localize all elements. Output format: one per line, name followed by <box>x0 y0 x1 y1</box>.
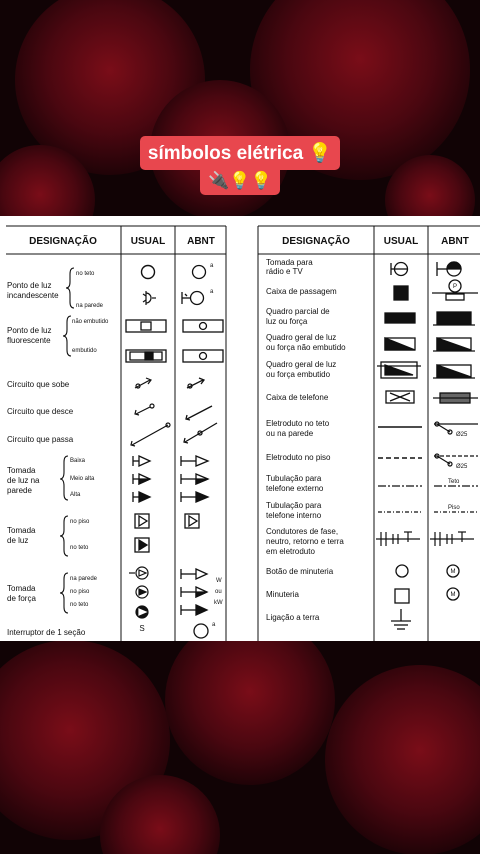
abnt-telephone-box-icon <box>433 393 478 403</box>
telephone-box-icon <box>386 391 414 403</box>
tub-int-line2: telefone interno <box>266 511 322 520</box>
label-caixa-telefone: Caixa de telefone <box>266 393 329 402</box>
quadro-parcial-line2: luz ou força <box>266 317 308 326</box>
label-botao-minuteria: Botão de minuteria <box>266 567 334 576</box>
tub-int-line1: Tubulação para <box>266 501 322 510</box>
tomada-forca-opt3: no teto <box>70 602 89 608</box>
switch-s-label: S <box>139 624 145 633</box>
header-abnt-right: ABNT <box>441 236 469 247</box>
abnt-fluorescent-embedded-icon <box>183 350 223 362</box>
caption-title-text: símbolos elétrica <box>147 143 304 164</box>
tomada-parede-title1: Tomada <box>7 466 36 475</box>
incand-opt1: no teto <box>76 271 95 277</box>
fluorescent-embedded-icon <box>126 350 166 362</box>
abnt-m-label-2: M <box>450 592 456 598</box>
socket-low-icon <box>133 456 150 466</box>
timer-icon <box>395 589 409 603</box>
label-circuito-passa: Circuito que passa <box>7 435 74 444</box>
quadro-nao-emb-line1: Quadro geral de luz <box>266 333 337 342</box>
incandescent-wall-icon <box>143 291 156 305</box>
usual-symbols-right <box>376 263 422 630</box>
radio-line1: Tomada para <box>266 258 313 267</box>
fluor-title1: Ponto de luz <box>7 326 52 335</box>
incand-title2: incandescente <box>7 291 59 300</box>
general-panel-embedded-icon <box>377 362 421 378</box>
tomada-luz-opt1: no piso <box>70 519 90 525</box>
abnt-power-socket-wall-icon <box>181 569 207 579</box>
quadro-emb-line2: ou força embutido <box>266 370 331 379</box>
tomada-parede-opt3: Alta <box>70 492 81 498</box>
incand-title1: Ponto de luz <box>7 281 52 290</box>
phone-internal-piso: Piso <box>448 505 460 511</box>
label-minuteria: Minuteria <box>266 590 299 599</box>
label-interruptor: Interruptor de 1 seção <box>7 628 86 637</box>
radio-tv-socket-icon <box>391 263 408 276</box>
tomada-forca-opt1: na parede <box>70 576 98 582</box>
label-caixa-passagem: Caixa de passagem <box>266 287 337 296</box>
abnt-a-label-2: a <box>210 289 214 295</box>
tomada-forca-opt2: no piso <box>70 589 90 595</box>
abnt-conduit-ceiling-icon <box>434 422 478 438</box>
abnt-power-socket-ceiling-icon <box>181 605 207 615</box>
power-ou-label: ou <box>215 589 222 595</box>
light-bulb-icon: 💡 <box>308 143 333 164</box>
socket-ceiling-icon <box>135 538 149 552</box>
abnt-socket-mid-icon <box>181 474 208 484</box>
abnt-junction-box-icon <box>432 280 478 300</box>
conductors-icon <box>376 532 420 546</box>
tomada-parede-title2: de luz na <box>7 476 40 485</box>
header-designacao-right: DESIGNAÇÃO <box>282 236 350 247</box>
label-ligacao-terra: Ligação a terra <box>266 613 320 622</box>
tomada-forca-title1: Tomada <box>7 584 36 593</box>
abnt-a-label-1: a <box>210 263 214 269</box>
abnt-timer-button-icon <box>447 565 459 577</box>
caption-title <box>140 136 340 170</box>
tomada-parede-title3: parede <box>7 486 32 495</box>
power-kw-label: kW <box>214 600 223 606</box>
abnt-a-label-3: a <box>212 622 216 628</box>
tub-ext-line2: telefone externo <box>266 484 324 493</box>
phone-external-teto: Teto <box>448 479 460 485</box>
abnt-switch-icon <box>194 622 216 638</box>
circuit-passing-icon <box>131 423 170 446</box>
condutores-line1: Condutores de fase, <box>266 527 339 536</box>
abnt-p-label: P <box>452 284 458 290</box>
abnt-m-label-1: M <box>450 569 456 575</box>
header-usual-left: USUAL <box>130 236 166 247</box>
abnt-conductors-icon <box>430 532 474 546</box>
tomada-parede-opt1: Baixa <box>70 458 86 464</box>
abnt-socket-low-icon <box>181 456 208 466</box>
abnt-circuit-passing-icon <box>184 423 217 443</box>
abnt-partial-panel-icon <box>433 312 475 325</box>
power-socket-wall-icon <box>129 567 148 579</box>
abnt-symbols-right <box>430 262 478 600</box>
power-socket-ceiling-icon <box>136 606 148 618</box>
quadro-emb-line1: Quadro geral de luz <box>266 360 337 369</box>
eletro-teto-line1: Eletroduto no teto <box>266 419 330 428</box>
partial-panel-icon <box>385 313 415 323</box>
conduit-ceiling-diameter: Ø25 <box>456 432 468 438</box>
abnt-power-socket-floor-icon <box>181 587 207 597</box>
fluorescent-surface-icon <box>126 320 166 332</box>
conduit-floor-diameter: Ø25 <box>456 464 468 470</box>
circuit-up-icon <box>135 378 151 388</box>
usual-symbols-left <box>126 266 170 634</box>
socket-mid-icon <box>133 474 150 484</box>
abnt-phone-internal-icon <box>434 505 478 512</box>
symbols-sheet <box>0 216 480 641</box>
abnt-socket-floor-icon <box>185 514 199 528</box>
label-circuito-desce: Circuito que desce <box>7 407 74 416</box>
power-socket-floor-icon <box>136 586 148 598</box>
abnt-timer-icon <box>447 588 459 600</box>
tomada-forca-title2: de força <box>7 594 36 603</box>
abnt-general-panel-surface-icon <box>433 338 475 351</box>
symbols-table <box>0 216 480 641</box>
general-panel-surface-icon <box>385 338 415 350</box>
incandescent-ceiling-icon <box>142 266 155 279</box>
tomada-luz-opt2: no teto <box>70 545 89 551</box>
ground-icon <box>391 609 411 629</box>
quadro-parcial-line1: Quadro parcial de <box>266 307 330 316</box>
tomada-parede-opt2: Meio alta <box>70 476 95 482</box>
abnt-incandescent-ceiling-icon <box>193 263 215 279</box>
label-circuito-sobe: Circuito que sobe <box>7 380 70 389</box>
abnt-circuit-up-icon <box>187 378 204 388</box>
radio-line2: rádio e TV <box>266 267 303 276</box>
header-abnt-left: ABNT <box>187 236 215 247</box>
abnt-conduit-floor-icon <box>434 454 478 470</box>
fluor-opt1: não embutido <box>72 319 109 325</box>
header-designacao-left: DESIGNAÇÃO <box>29 236 97 247</box>
header-usual-right: USUAL <box>383 236 419 247</box>
abnt-phone-external-icon <box>434 479 478 486</box>
junction-box-icon <box>394 286 408 300</box>
abnt-incandescent-wall-icon <box>182 289 214 305</box>
tomada-luz-title2: de luz <box>7 536 29 545</box>
abnt-symbols-left <box>181 263 223 638</box>
eletro-teto-line2: ou na parede <box>266 429 314 438</box>
condutores-line2: neutro, retorno e terra <box>266 537 344 546</box>
abnt-socket-high-icon <box>181 492 208 502</box>
timer-button-icon <box>396 565 408 577</box>
fluor-opt2: embutido <box>72 348 97 354</box>
abnt-general-panel-embedded-icon <box>433 365 475 378</box>
power-w-label: W <box>216 578 222 584</box>
tub-ext-line1: Tubulação para <box>266 474 322 483</box>
caption-emojis: 🔌💡💡 <box>200 169 280 195</box>
condutores-line3: em eletroduto <box>266 547 315 556</box>
abnt-radio-tv-socket-icon <box>437 262 461 276</box>
socket-floor-icon <box>135 514 149 528</box>
abnt-circuit-down-icon <box>186 406 212 420</box>
socket-high-icon <box>133 492 150 502</box>
eletro-piso-line1: Eletroduto no piso <box>266 453 331 462</box>
abnt-fluorescent-surface-icon <box>183 320 223 332</box>
caption <box>0 136 480 195</box>
incand-opt2: na parede <box>76 303 104 309</box>
fluor-title2: fluorescente <box>7 336 51 345</box>
quadro-nao-emb-line2: ou força não embutido <box>266 343 346 352</box>
tomada-luz-title1: Tomada <box>7 526 36 535</box>
circuit-down-icon <box>135 404 154 415</box>
